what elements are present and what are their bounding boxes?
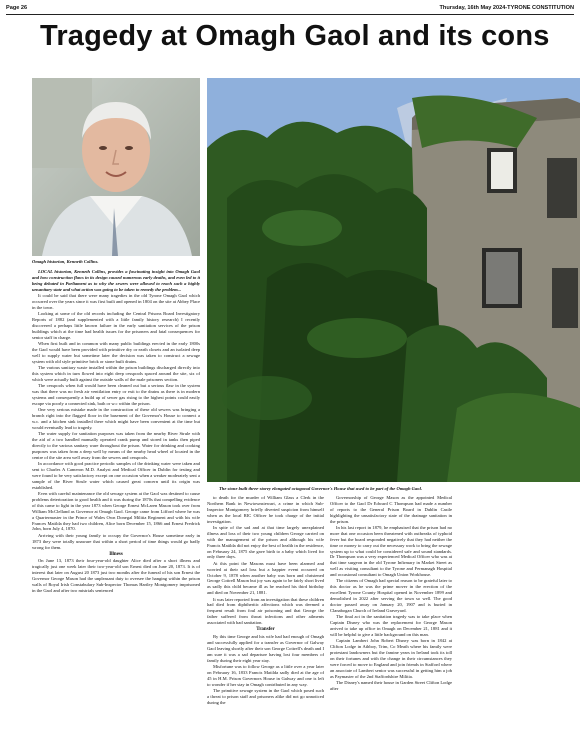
paragraph: By this time George and his wife had had enough of Omagh and successfully applied for a transfer as Governor of Galway Gaol leaving shortly after their son George Cottrell's death and I am sure it was a sad departure having lost four members of family during their eight year stay.	[207, 634, 324, 663]
building-caption: The stone built three-storey elongated octagonal Governor's House that used to be part of the Omagh Gaol.	[219, 486, 423, 491]
paragraph: Governorship of George Mason as the appointed Medical Officer to the Gaol Dr Edward C Thompson had made a number of reports to the General Prison Board in Dublin Castle highlighting the unsatisfactory state of the drainage sanitation in the prison.	[330, 495, 452, 524]
governors-house-photo	[207, 78, 580, 482]
article-column-3	[330, 495, 452, 735]
paragraph: Even with careful maintenance the old sewage system at the Gaol was destined to cause problems deterioration to good health and it was during the 1870s that compelling evidence of this came to light in the year 1873 when George Ernest McLaren Mason took over from William McClelland as Governor at Omagh Gaol. George came from Lifford where he was a Quartermaster in the Prince of Wales Own Donegal Militia Regiment and with his wife Frances Matilda they had two children, Alice born December 15, 1866 and Ernest Fredrick John, born July 4, 1870.	[32, 491, 200, 532]
paragraph: Arriving with their young family to occupy the Governor's House sometime early in 1873 they were totally unaware that within a short period of time things would go badly wrong for them.	[32, 532, 200, 550]
article-column-2	[207, 495, 324, 735]
paragraph: It was later reported from an investigation that these children had died from diphtheritic affections which was deemed a frequent result from foul air poisoning and that George the father suffered from throat infections and other ailments associated with bad sanitation.	[207, 596, 324, 626]
paragraph: The final act in the sanitation tragedy was to take place when Captain Disney who was the replacement for George Mason arrived to take up office in Omagh on December 21, 1881 and it will be helpful to give a little background on this man.	[330, 614, 452, 638]
page-header-bar	[6, 3, 574, 15]
paragraph: to death for the murder of William Glass a Clerk in the Northern Bank in Newtownstewart, a crime in which Sub-Inspector Montgomery briefly diverted suspicion from himself when as the local RIC Officer he took charge of the initial investigation.	[207, 495, 324, 524]
paragraph: In accordance with good practice periodic samples of the drinking water were taken and sent to Charles A Cameron M.D. Analyst and Medical Officer in Dublin for testing and were found to be very satisfactory except on one occasion when a weaker moderately sent a sample of the River Strule water which caused great concern until its origin was established.	[32, 461, 200, 490]
paragraph: It could be said that there were many tragedies in the old Tyrone Omagh Gaol which occurred over the years since it was first built and opened in 1804 on the site at Abbey Place in the town.	[32, 293, 200, 310]
paragraph: The primitive sewage system in the Gaol which posed such a threat to prison staff and prisoners alike did not go unnoticed during the	[207, 687, 324, 705]
paragraph: On June 13, 1873 their four-year-old daughter Alice died after a short illness and tragically just one week later their two-year-old son Ernest died on June 20, 1873. It is of interest that later on August 20 1873 just two months after the funeral of his son Ernest the Governor George Mason had the unpleasant duty to oversee the hanging within the prison walls of Royal Irish Constabulary Sub-Inspector Thomas Hartley Montgomery imprisoned in the Gaol and after two mistrials sentenced	[32, 558, 200, 593]
paragraph: The Disney's named their house in Garden Street Clifton Lodge after	[330, 680, 452, 691]
subheading-illness: Illness	[109, 551, 123, 557]
date-masthead: Thursday, 16th May 2024-TYRONE CONSTITUTION	[439, 5, 574, 11]
article-column-1	[32, 269, 200, 735]
paragraph: The water supply for sanitation purposes was taken from the nearby River Strule with the aid of a two handled manually operated crank pump and stored in tanks then piped directly to the various sanitary ware throughout the prison. Water for drinking and cooking purposes was taken from a deep well by means of the nearby head wheel of located in the centre of the site area well away from the sewers and cesspools.	[32, 431, 200, 460]
article-headline: Tragedy at Omagh Gaol and its cons	[40, 20, 550, 52]
paragraph: Captain Lambert John Robert Disney was born in 1842 at Clifton Lodge in Athboy, Trim, Co Meath where his family were protestant landowners but the famine years in Ireland took its toll on their fortunes and with the change in their circumstances they were forced to move to England and join friends in Stafford where an associate of Lambert senior was successful in getting him a job as Paymaster of the 2nd Staffordshire Militia.	[330, 638, 452, 679]
portrait-caption: Omagh historian, Kenneth Collins.	[32, 259, 99, 264]
page-number: Page 26	[6, 5, 28, 11]
article-standfirst: LOCAL historian, Kenneth Collins, provides a fascinating insight into Omagh Gaol and how construction flaws in its design caused numerous early deaths, and even led to it being debated in Parliament as to why the sewers were allowed to reach such a highly unsanitary state and what action was going to be taken to remedy the problem...	[32, 269, 200, 292]
paragraph: The citizens of Omagh had special reason to be grateful later to this doctor as he was the prime mover in the erection of the excellent Tyrone County Hospital opened in November 1899 and demolished in 2022 after serving the town so well. The good doctor passed away on January 20, 1907 and is buried in Clanabogan Church of Ireland Graveyard.	[330, 578, 452, 613]
paragraph: In his last report in 1879, he emphasised that the prison had no more that one occasion been threatened with outbreaks of typhoid fever but the board responded negatively that they had neither the time or money to carry out the necessary work to bring the sewage system up to what could be considered safe and sound standards. Dr Thompson was a very experienced Medical Officer who was at that time surgeon in the old Tyrone Infirmary in Market Street as well as visiting consultant to the Tyrone and Fermanagh Hospital and occasional consultant to Omagh Union Workhouse.	[330, 524, 452, 578]
paragraph: When first built and in common with many public buildings erected in the early 1800s the Gaol would have been provided with primitive dry or earth closets and an isolated deep well to supply water but sometime later the decision was taken to construct a sewage system with old style primitive brick or stone built drains.	[32, 341, 200, 364]
article-column-4	[458, 495, 578, 735]
paragraph: The various sanitary waste installed within the prison buildings discharged directly into this system which in turn flowed into eight deep cesspools spaced around the site, six of which were actually built against the outside walls of the male prisoners section.	[32, 365, 200, 382]
paragraph: Misfortune was to follow George as a little over a year later on February 16, 1833 Francis Matilda sadly died at the age of 45 in H.M. Prison Governors House in Galway and one is left to wonder if her stay in Omagh contributed in any way.	[207, 663, 324, 687]
paragraph: Looking at some of the old records including the Central Prisons Board Investigatory Reports of 1882 (and supplemented with a little family history research) I recently discovered a perhaps little known failure in the early sanitation services of the prison buildings which at the time had health issues for the prisoners and fatal consequences for senior staff in charge.	[32, 311, 200, 340]
paragraph: At this point the Masons must have been alarmed and worried at their sad loss but a happier event occurred on October 9, 1878 when another baby was born and christened George Cottrell Mason but joy was again to be fairly short lived as sadly this child became ill as he reached his third birthday and died on November 21, 1881.	[207, 560, 324, 596]
paragraph: The cesspools when full would have been cleaned out but a serious flaw in the system was that there was no fresh air ventilation entry or exit to the drains as there is in modern systems and consequently a build up of sewer gas rising to the highest points could easily escape via poorly a connected sink, bath or w.c within the prison.	[32, 383, 200, 406]
portrait-photo	[32, 78, 200, 256]
paragraph: In spite of the sad and at that time largely unexplained illness and loss of their two young children George carried on with the management of the prison and although his wife Francis Matilda did not enjoy the best of health in the residence, on February 24, 1875 she gave birth to a baby which lived for only three days.	[207, 524, 324, 560]
subheading-transfer: Transfer	[256, 627, 275, 633]
paragraph: One very serious mistake made in the construction of these old sewers was bringing a branch right into the flagged floor in the basement of the Governor's House to connect a w.c. and a kitchen sink installed there which might have been convenient at the time but would eventually lead to tragedy.	[32, 407, 200, 430]
